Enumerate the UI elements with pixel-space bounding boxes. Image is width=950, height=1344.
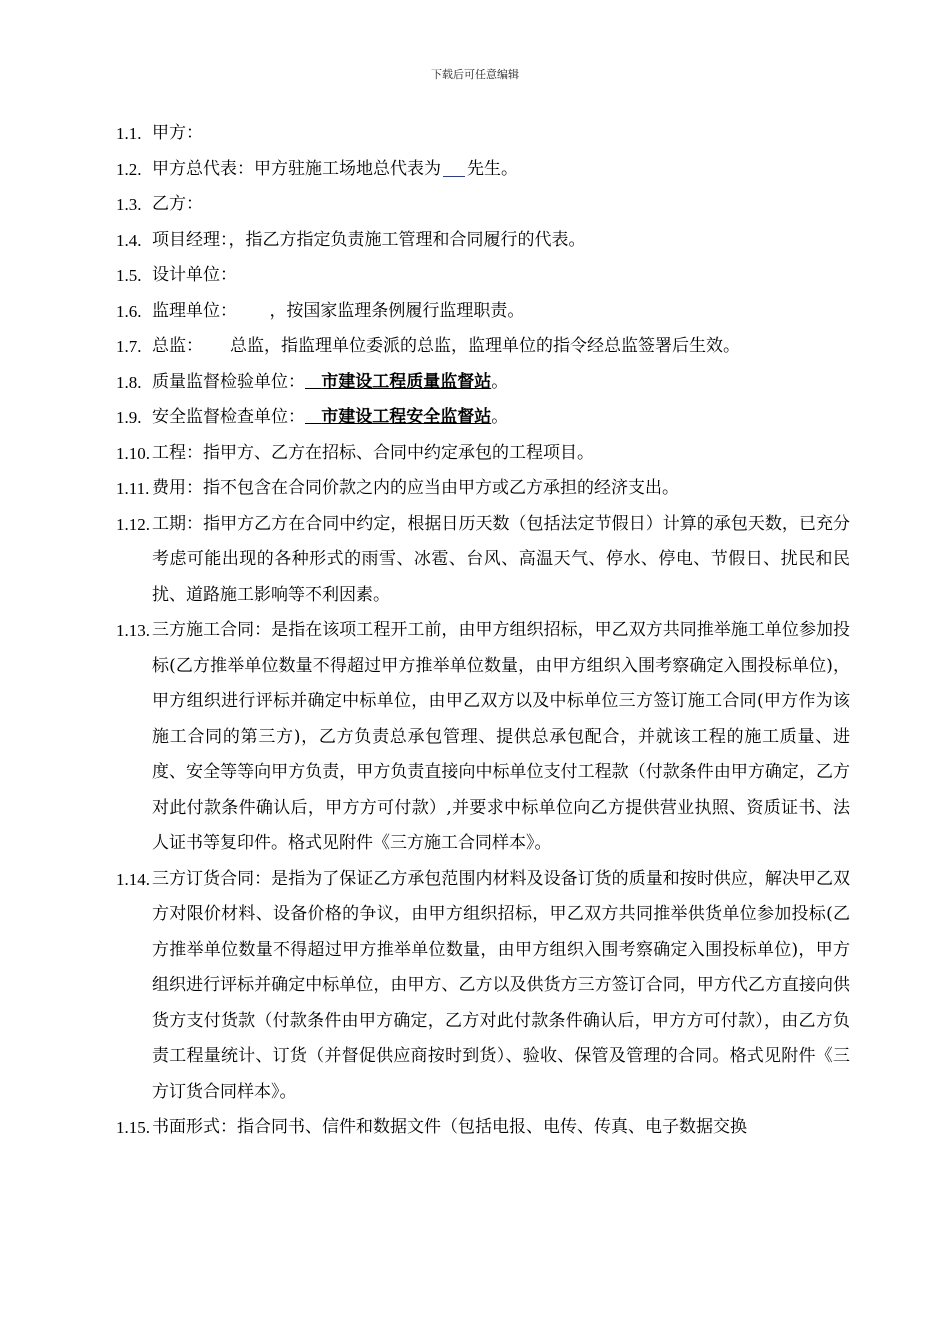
clause-1-4 <box>116 223 850 259</box>
clause-1-14 <box>116 862 850 1111</box>
clause-text: 工期：指甲方乙方在合同中约定，根据日历天数（包括法定节假日）计算的承包天数，已充分考虑可能出现的各种形式的雨雪、冰雹、台风、高温天气、停水、停电、节假日、扰民和民扰、道路施工影响等不利因素。 <box>152 513 850 605</box>
clause-text: 工程：指甲方、乙方在招标、合同中约定承包的工程项目。 <box>152 442 594 463</box>
clause-1-12 <box>116 507 850 614</box>
clause-text: 设计单位： <box>152 265 237 285</box>
clause-text: 甲方总代表：甲方驻施工场地总代表为 <box>152 158 441 179</box>
clause-number: 1.10. <box>116 443 150 463</box>
clause-number: 1.9. <box>116 408 142 427</box>
clause-list <box>116 116 850 1146</box>
clause-1-6 <box>116 294 850 330</box>
clause-text: 安全监督检查单位： <box>152 407 305 427</box>
clause-number: 1.6. <box>116 301 142 321</box>
clause-number: 1.5. <box>116 266 142 285</box>
clause-1-2 <box>116 152 850 188</box>
clause-text: 监理单位： <box>152 300 237 321</box>
clause-1-9 <box>116 400 850 436</box>
clause-text-tail: ，按国家监理条例履行监理职责。 <box>269 300 525 321</box>
clause-text: 项目经理：，指乙方指定负责施工管理和合同履行的代表。 <box>152 229 586 250</box>
clause-1-7 <box>116 329 850 365</box>
clause-1-11 <box>116 471 850 507</box>
clause-text: 质量监督检验单位： <box>152 371 305 392</box>
clause-number: 1.12. <box>116 514 150 534</box>
clause-1-5 <box>116 258 850 294</box>
clause-text: 费用：指不包含在合同价款之内的应当由甲方或乙方承担的经济支出。 <box>152 478 679 498</box>
clause-number: 1.11. <box>116 479 150 498</box>
blank-fill-line <box>443 158 465 177</box>
clause-text: 三方订货合同：是指为了保证乙方承包范围内材料及设备订货的质量和按时供应，解决甲乙双方对限价材料、设备价格的争议，由甲方组织招标，甲乙双方共同推举供货单位参加投标(乙方推举单位数量不得超过甲方推举单位数量，由甲方组织入围考察确定入围投标单位)，甲方组织进行评标并确定中标单位，由甲方、乙方以及供货方三方签订合同，甲方代乙方直接向供货方支付货款（付款条件由甲方确定，乙方对此付款条件确认后，甲方方可付款），由乙方负责工程量统计、订货（并督促供应商按时到货）、验收、保管及管理的合同。格式见附件《三方订货合同样本》。 <box>152 868 850 1102</box>
clause-number: 1.14. <box>116 869 150 889</box>
clause-text-tail: 。 <box>491 371 509 392</box>
clause-1-10 <box>116 436 850 472</box>
clause-number: 1.4. <box>116 230 142 250</box>
header-note: 下载后可任意编辑 <box>431 68 519 81</box>
clause-text: 甲方： <box>152 123 203 143</box>
clause-text-tail: 总监，指监理单位委派的总监，监理单位的指令经总监签署后生效。 <box>230 336 741 356</box>
clause-1-15 <box>116 1110 850 1146</box>
clause-text: 乙方： <box>152 194 203 214</box>
supervision-station-name: 市建设工程安全监督站 <box>321 407 492 427</box>
clause-number: 1.3. <box>116 195 142 214</box>
clause-number: 1.7. <box>116 337 142 356</box>
clause-text-tail: 。 <box>491 407 509 427</box>
clause-1-8 <box>116 365 850 401</box>
clause-number: 1.8. <box>116 372 142 392</box>
clause-number: 1.13. <box>116 621 150 640</box>
clause-number: 1.15. <box>116 1118 150 1137</box>
clause-1-3 <box>116 187 850 223</box>
clause-text-tail: 先生。 <box>467 158 518 179</box>
clause-1-13 <box>116 613 850 862</box>
clause-number: 1.1. <box>116 124 142 143</box>
supervision-station-name: 市建设工程质量监督站 <box>321 371 492 392</box>
clause-text: 总监： <box>152 336 203 356</box>
clause-text: 三方施工合同：是指在该项工程开工前，由甲方组织招标，甲乙双方共同推举施工单位参加投标(乙方推举单位数量不得超过甲方推举单位数量，由甲方组织入围考察确定入围投标单位)，甲方组织进行评标并确定中标单位，由甲乙双方以及中标单位三方签订施工合同(甲方作为该施工合同的第三方)，乙方负责总承包管理、提供总承包配合，并就该工程的施工质量、进度、安全等等向甲方负责，甲方负责直接向中标单位支付工程款（付款条件由甲方确定，乙方对此付款条件确认后，甲方方可付款）,并要求中标单位向乙方提供营业执照、资质证书、法人证书等复印件。格式见附件《三方施工合同样本》。 <box>152 620 850 853</box>
clause-number: 1.2. <box>116 159 142 179</box>
clause-text: 书面形式：指合同书、信件和数据文件（包括电报、电传、传真、电子数据交换 <box>152 1117 747 1137</box>
clause-1-1 <box>116 116 850 152</box>
